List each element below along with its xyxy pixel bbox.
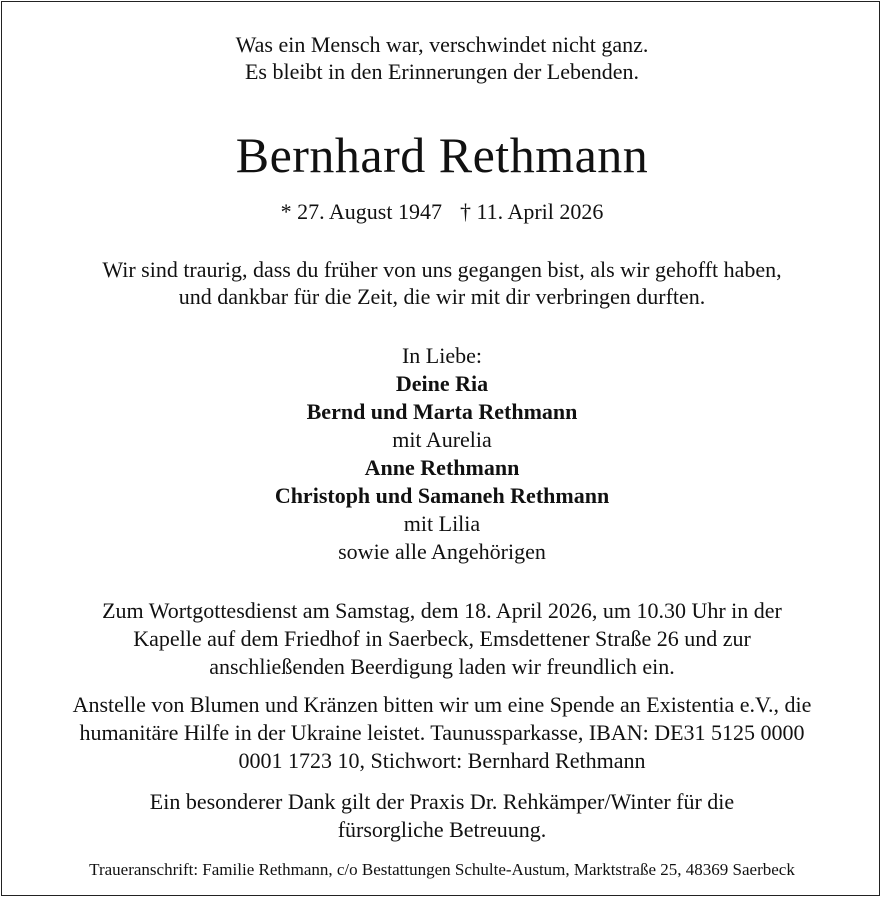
mourner-entry: Anne Rethmann (364, 455, 520, 480)
donation-line-1: Anstelle von Blumen und Kränzen bitten wir um eine Spende an Existentia e.V., die (72, 692, 812, 717)
mourner-entry: Deine Ria (395, 371, 489, 396)
death-date: † 11. April 2026 (459, 199, 604, 224)
thanks-line-1: Ein besonderer Dank gilt der Praxis Dr. Rehkämper/Winter für die (149, 789, 735, 814)
motto-line-1: Was ein Mensch war, verschwindet nicht ganz. (235, 32, 649, 57)
service-line-2: Kapelle auf dem Friedhof in Saerbeck, Emsdettener Straße 26 und zur (133, 626, 751, 651)
mourner-entry: sowie alle Angehörigen (338, 539, 546, 564)
mourner-entry: Christoph und Samaneh Rethmann (274, 483, 610, 508)
mourner-entry: mit Lilia (403, 511, 481, 536)
mourner-entry: mit Aurelia (392, 427, 492, 452)
message-line-2: und dankbar für die Zeit, die wir mit dir verbringen durften. (178, 284, 706, 309)
message-line-1: Wir sind traurig, dass du früher von uns gegangen bist, als wir gehofft haben, (102, 257, 782, 282)
thanks-line-2: fürsorgliche Betreuung. (337, 817, 547, 842)
donation-line-2: humanitäre Hilfe in der Ukraine leistet. Taunussparkasse, IBAN: DE31 5125 0000 (79, 720, 805, 745)
motto-line-2: Es bleibt in den Erinnerungen der Lebenden. (244, 59, 640, 84)
birth-date: * 27. August 1947 (280, 199, 442, 224)
service-line-3: anschließenden Beerdigung laden wir freundlich ein. (209, 654, 675, 679)
life-dates (0, 201, 884, 223)
mourners-intro: In Liebe: (401, 343, 483, 368)
mourner-entry: Bernd und Marta Rethmann (306, 399, 578, 424)
donation-line-3: 0001 1723 10, Stichwort: Bernhard Rethmann (238, 748, 646, 773)
deceased-name: Bernhard Rethmann (235, 127, 649, 183)
service-line-1: Zum Wortgottesdienst am Samstag, dem 18. April 2026, um 10.30 Uhr in der (102, 598, 782, 623)
mourning-address: Traueranschrift: Familie Rethmann, c/o Bestattungen Schulte-Austum, Marktstraße 25, 48369 Saerbeck (89, 860, 795, 879)
